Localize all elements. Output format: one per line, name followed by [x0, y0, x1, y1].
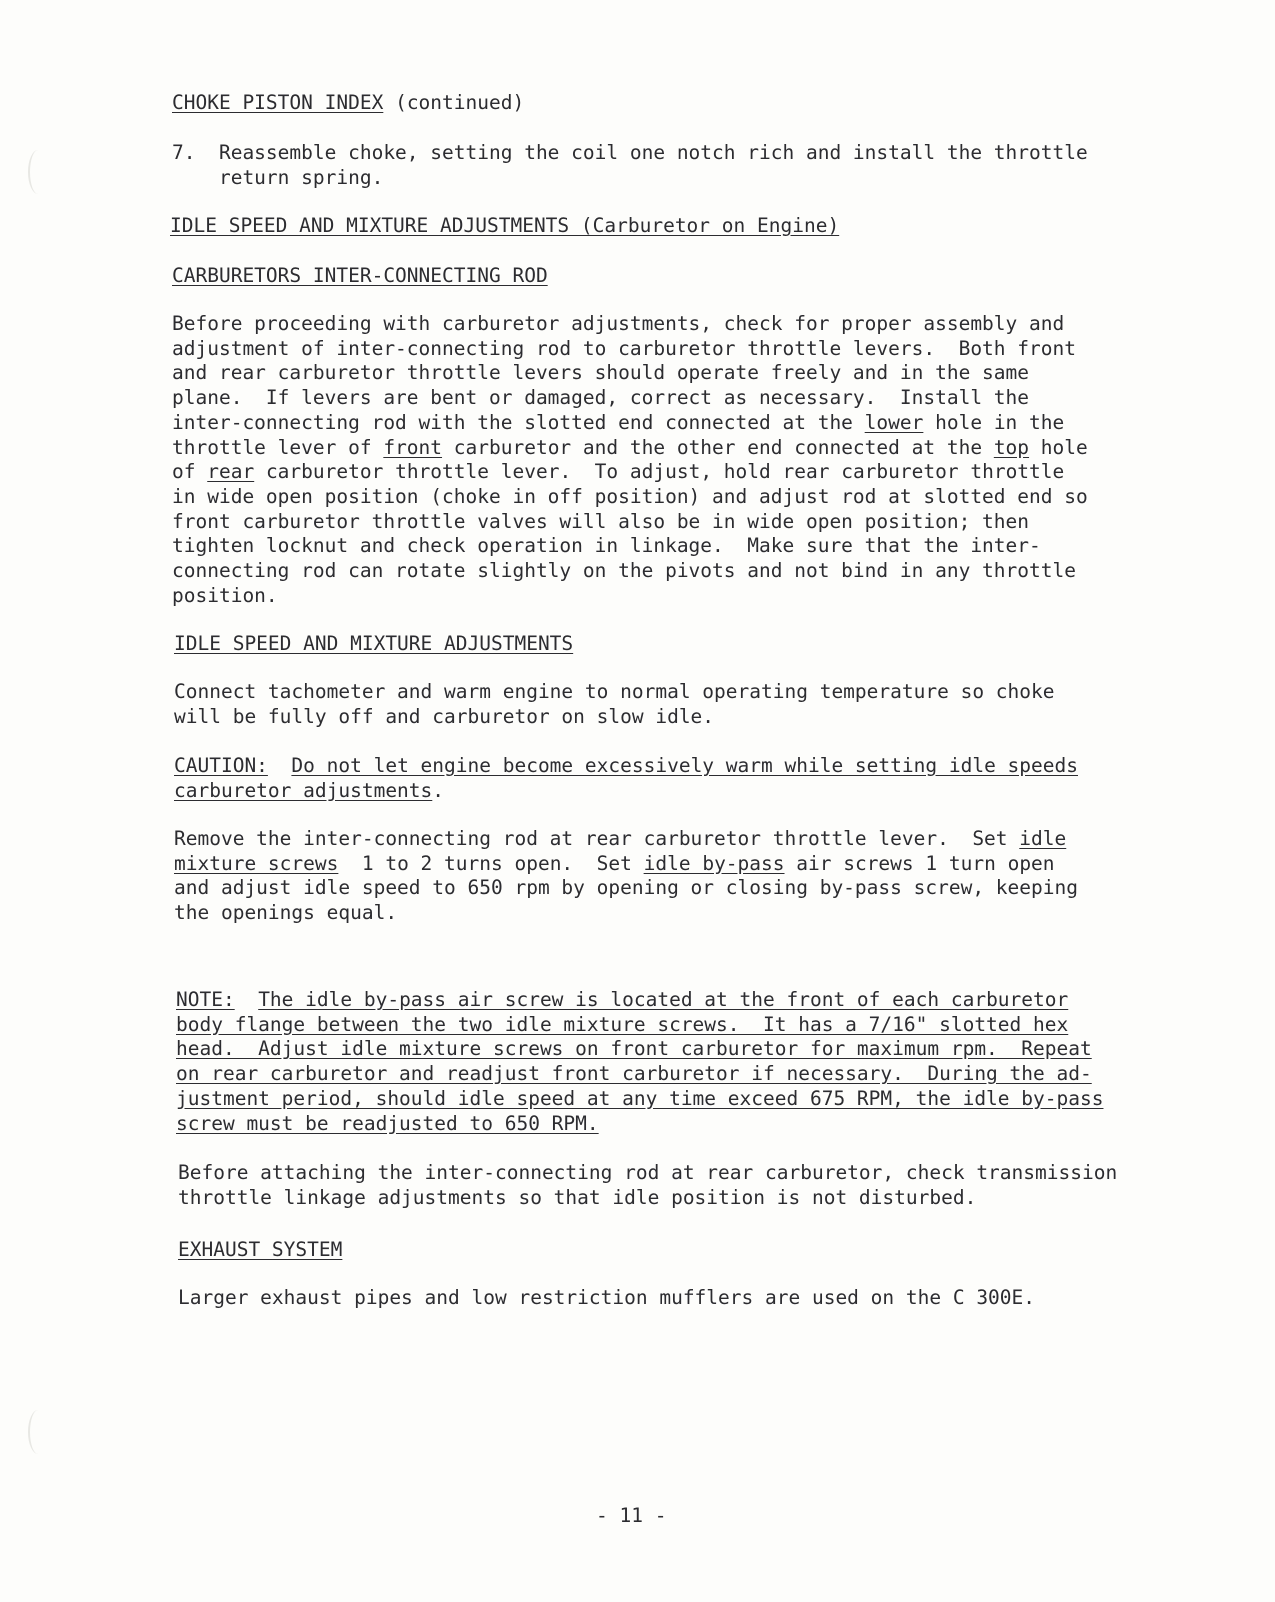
note-text: The idle by-pass air screw is located at the front of each carburetor [258, 988, 1069, 1011]
section-heading-rod [172, 264, 548, 289]
exhaust-paragraph [178, 1286, 1035, 1311]
text-line: 1 to 2 turns open. Set [338, 851, 644, 875]
page-number: - 11 - [596, 1504, 667, 1527]
step-7-line: 7. Reassemble choke, setting the coil one notch rich and install the throttle [172, 141, 1088, 164]
section-heading-idle [174, 632, 573, 657]
text-line: throttle lever of [172, 435, 384, 459]
section-heading-continued [172, 91, 524, 116]
step-7-line: return spring. [172, 165, 384, 189]
note-label: NOTE: [176, 988, 235, 1011]
text-line: plane. If levers are bent or damaged, correct as necessary. Install the [172, 386, 1030, 410]
text-line: air screws 1 turn open [784, 851, 1055, 875]
text-line: Larger exhaust pipes and low restriction mufflers are used on the C 300E. [178, 1286, 1036, 1309]
tachometer-paragraph [174, 680, 1055, 729]
text-line: hole in the [923, 410, 1065, 434]
text-line: Before proceeding with carburetor adjustments, check for proper assembly and [172, 312, 1065, 335]
heading-title: IDLE SPEED AND MIXTURE ADJUSTMENTS (Carburetor on Engine) [170, 214, 840, 237]
punch-hole-mark [28, 150, 48, 194]
note-block [176, 988, 1103, 1136]
text-line: and adjust idle speed to 650 rpm by opening or closing by-pass screw, keeping [174, 876, 1078, 900]
note-text: head. Adjust idle mixture screws on front carburetor for maximum rpm. Repeat [176, 1037, 1092, 1061]
caution-period: . [432, 778, 445, 802]
text-line: Before attaching the inter-connecting rod at rear carburetor, check transmission [178, 1161, 1118, 1184]
caution-note [174, 754, 1078, 803]
text-line: hole [1029, 435, 1088, 459]
text-line: carburetor and the other end connected at the [442, 435, 994, 459]
emphasis: idle [1019, 827, 1067, 850]
caution-text: carburetor adjustments [174, 778, 433, 802]
note-text: justment period, should idle speed at any time exceed 675 RPM, the idle by-pass [176, 1086, 1104, 1110]
rod-paragraph [172, 312, 1088, 608]
emphasis: mixture screws [174, 851, 339, 875]
text-line: position. [172, 583, 278, 607]
note-text: screw must be readjusted to 650 RPM. [176, 1111, 599, 1135]
text-line: inter-connecting rod with the slotted end connected at the [172, 410, 865, 434]
note-text: body flange between the two idle mixture screws. It has a 7/16" slotted hex [176, 1012, 1069, 1036]
heading-title: EXHAUST SYSTEM [178, 1238, 343, 1261]
text-line: the openings equal. [174, 901, 398, 925]
caution-label: CAUTION: [174, 754, 268, 777]
note-text: on rear carburetor and readjust front carburetor if necessary. During the ad- [176, 1062, 1092, 1086]
text-line: in wide open position (choke in off position) and adjust rod at slotted end so [172, 484, 1088, 508]
emphasis: idle by-pass [643, 851, 785, 875]
heading-suffix: (continued) [395, 91, 525, 114]
heading-title: CARBURETORS INTER-CONNECTING ROD [172, 264, 548, 287]
text-line: Connect tachometer and warm engine to normal operating temperature so choke [174, 680, 1055, 703]
before-attaching-paragraph [178, 1161, 1117, 1210]
heading-title: IDLE SPEED AND MIXTURE ADJUSTMENTS [174, 632, 574, 655]
text-line: and rear carburetor throttle levers should operate freely and in the same [172, 361, 1030, 385]
text-line: Remove the inter-connecting rod at rear carburetor throttle lever. Set [174, 827, 1020, 850]
heading-title: CHOKE PISTON INDEX [172, 91, 384, 114]
section-heading-idle-engine [170, 214, 839, 239]
text-line: front carburetor throttle valves will also be in wide open position; then [172, 509, 1030, 533]
step-7 [172, 141, 1088, 190]
text-line: connecting rod can rotate slightly on the pivots and not bind in any throttle [172, 559, 1076, 583]
remove-rod-paragraph [174, 827, 1078, 926]
text-line: will be fully off and carburetor on slow idle. [174, 704, 715, 728]
punch-hole-mark [28, 1410, 48, 1454]
emphasis: top [993, 435, 1030, 459]
emphasis: lower [864, 410, 924, 434]
emphasis: rear [207, 460, 255, 484]
section-heading-exhaust [178, 1238, 342, 1263]
text-line: tighten locknut and check operation in linkage. Make sure that the inter- [172, 534, 1041, 558]
emphasis: front [383, 435, 443, 459]
text-line: adjustment of inter-connecting rod to carburetor throttle levers. Both front [172, 336, 1076, 360]
text-line: carburetor throttle lever. To adjust, hold rear carburetor throttle [254, 460, 1065, 484]
text-line: throttle linkage adjustments so that idle position is not disturbed. [178, 1185, 977, 1209]
caution-text: Do not let engine become excessively warm while setting idle speeds [291, 754, 1078, 777]
text-line: of [172, 460, 208, 484]
